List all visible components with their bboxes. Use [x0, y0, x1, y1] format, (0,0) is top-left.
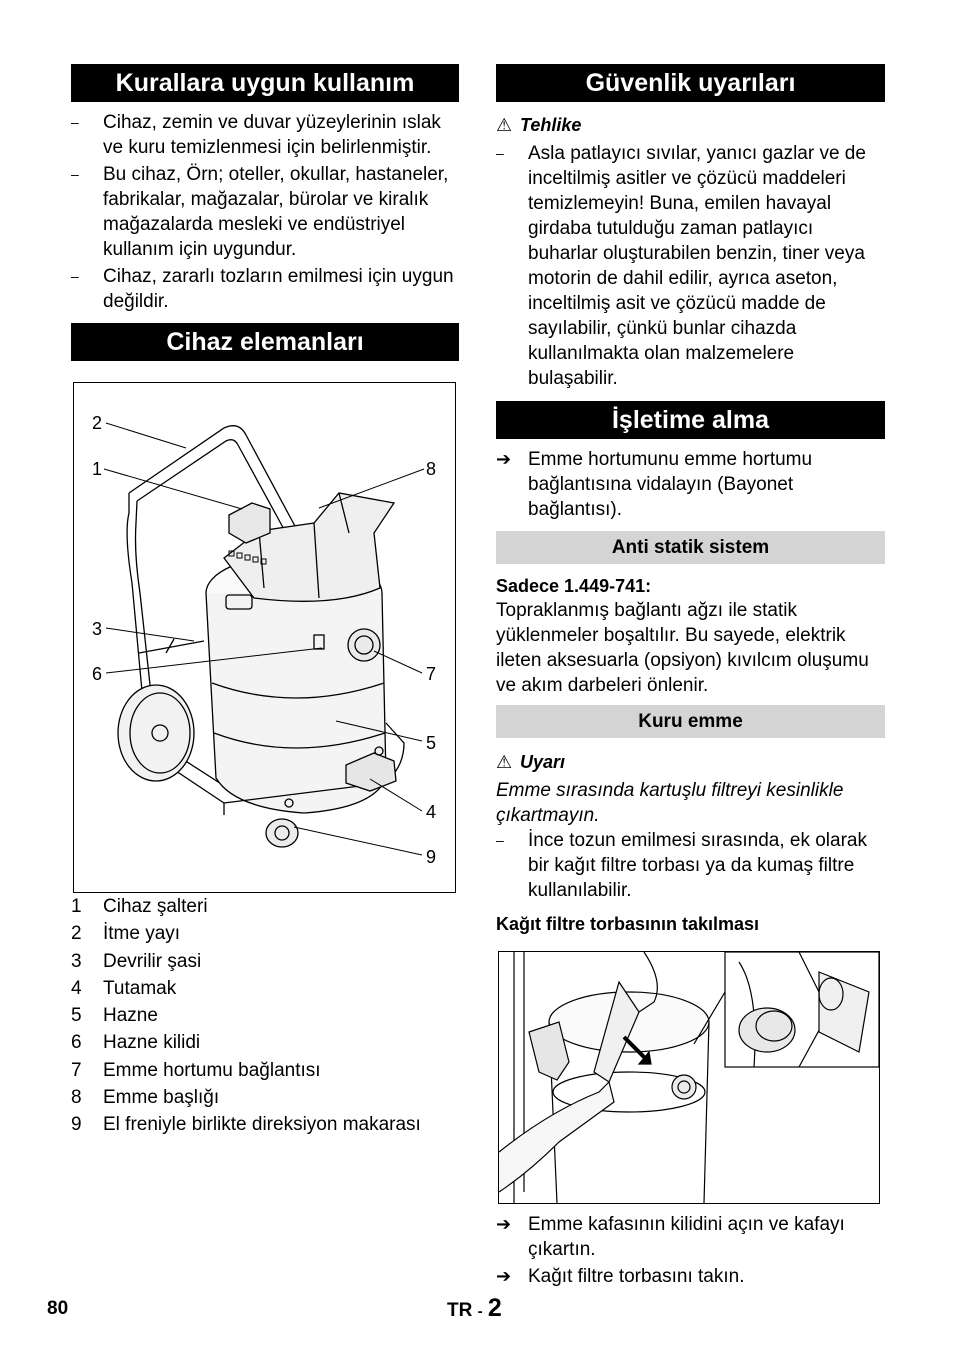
- caution-text: Emme sırasında kartuşlu filtreyi kesinlikle çıkartmayın.: [496, 780, 844, 826]
- list-item: ➔ Kağıt filtre torbasını takın.: [496, 1266, 745, 1287]
- right-column: [496, 64, 885, 1289]
- legend-item: 4 Tutamak: [71, 977, 177, 999]
- antistatic-paragraph: Topraklanmış bağlantı ağzı ile statik yüklenmeler boşaltılır. Bu sayede, elektrik ileten aksesuarla (opsiyon) kıvılcım oluşumu ve akım darbeleri önlenir.: [496, 600, 869, 696]
- dash-marker: –: [71, 166, 79, 182]
- arrow-right-icon: ➔: [496, 449, 512, 469]
- caution-warning: ⚠ Uyarı: [496, 752, 566, 772]
- list-item: – Cihaz, zararlı tozların emilmesi için uygun değildir.: [71, 266, 454, 312]
- callout-6: 6: [92, 664, 103, 684]
- device-elements-legend: [71, 893, 459, 1139]
- callout-1: 1: [92, 459, 103, 479]
- list-item: – Cihaz, zemin ve duvar yüzeylerinin ıslak ve kuru temizlenmesi için belirlenmiştir.: [71, 112, 441, 158]
- subheading-antistatic: Anti statik sistem: [496, 531, 885, 564]
- section-marker: TR - 2: [447, 1294, 502, 1322]
- list-item: – Asla patlayıcı sıvılar, yanıcı gazlar ve de inceltilmiş asitler ve çözücü maddeleri temizlemeyin! Buna, emilen havayal girdaba tutulduğu zaman patlayıcı buharlar oluşturabilen benzin, tiner veya motorin de dahil edilir, ayrıca aseton, inceltilmiş asit ve çözücü madde de sayılabilir, çünkü bunlar cihazda kullanılmakta olan malzemelere bulaşabilir.: [496, 143, 866, 389]
- callout-2: 2: [92, 413, 103, 433]
- section-heading-start-up: İşletime alma: [496, 401, 885, 439]
- filter-illustration: [498, 951, 880, 1204]
- callout-4: 4: [426, 802, 437, 822]
- legend-item: 6 Hazne kilidi: [71, 1032, 201, 1054]
- legend-item: 9 El freniyle birlikte direksiyon makarası: [71, 1114, 421, 1136]
- dash-marker: –: [496, 145, 504, 161]
- filter-drawing: [499, 952, 879, 1203]
- arrow-right-icon: ➔: [496, 1266, 512, 1286]
- device-illustration: [73, 382, 456, 893]
- warning-triangle-icon: ⚠: [496, 115, 513, 135]
- left-column: [71, 64, 459, 1139]
- safety-list: [496, 141, 885, 391]
- dry-vacuum-list: [496, 828, 885, 903]
- danger-warning: ⚠ Tehlike: [496, 115, 582, 135]
- list-item: – Bu cihaz, Örn; oteller, okullar, hastaneler, fabrikalar, mağazalar, bürolar ve kiralık mağazalarda mesleki ve endüstriyel kullanım için uygundur.: [71, 164, 449, 260]
- arrow-right-icon: ➔: [496, 1214, 512, 1234]
- list-item: ➔ Emme kafasının kilidini açın ve kafayı çıkartın.: [496, 1214, 845, 1260]
- paper-filter-heading: Kağıt filtre torbasının takılması: [496, 914, 760, 934]
- dash-marker: –: [71, 114, 79, 130]
- callout-7: 7: [426, 664, 437, 684]
- callout-9: 9: [426, 847, 437, 867]
- list-item: ➔ Emme hortumunu emme hortumu bağlantısına vidalayın (Bayonet bağlantısı).: [496, 449, 813, 520]
- warning-triangle-icon: ⚠: [496, 752, 513, 772]
- vacuum-drawing: [74, 383, 455, 892]
- paper-filter-steps: [496, 1212, 885, 1289]
- callout-5: 5: [426, 733, 437, 753]
- section-heading-safety: Güvenlik uyarıları: [496, 64, 885, 102]
- subheading-dry-vacuuming: Kuru emme: [496, 705, 885, 738]
- dash-marker: –: [71, 268, 79, 284]
- section-heading-intended-use: Kurallara uygun kullanım: [71, 64, 459, 102]
- legend-item: 5 Hazne: [71, 1005, 158, 1027]
- legend-item: 7 Emme hortumu bağlantısı: [71, 1059, 321, 1081]
- start-up-steps: [496, 447, 885, 522]
- section-heading-device-elements: Cihaz elemanları: [71, 323, 459, 361]
- dash-marker: –: [496, 832, 504, 848]
- legend-item: 3 Devrilir şasi: [71, 950, 202, 972]
- legend-item: 2 İtme yayı: [71, 923, 181, 945]
- page-number: 80: [47, 1298, 69, 1319]
- legend-item: 8 Emme başlığı: [71, 1087, 220, 1109]
- model-note: Sadece 1.449-741:: [496, 576, 652, 596]
- callout-3: 3: [92, 619, 103, 639]
- list-item: – İnce tozun emilmesi sırasında, ek olarak bir kağıt filtre torbası ya da kumaş filtre kullanılabilir.: [496, 830, 867, 901]
- intended-use-list: [71, 110, 459, 314]
- legend-item: 1 Cihaz şalteri: [71, 896, 208, 917]
- callout-8: 8: [426, 459, 437, 479]
